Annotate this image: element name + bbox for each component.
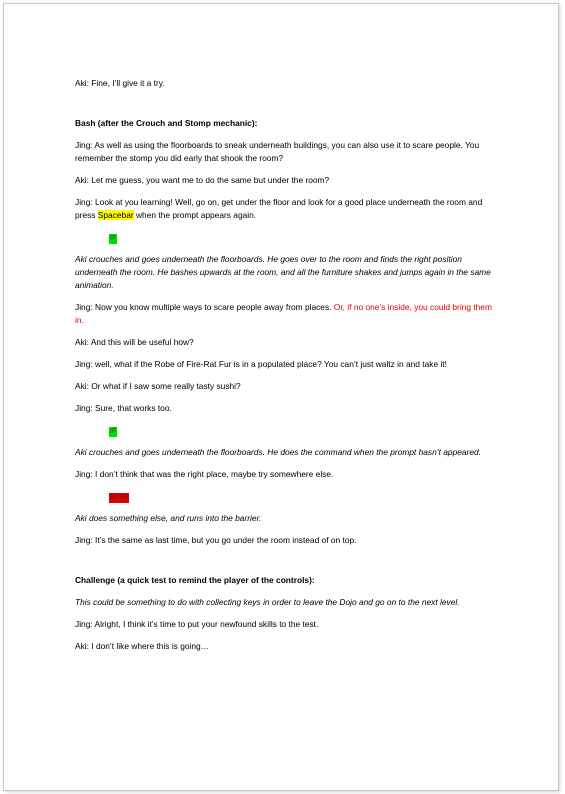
narration: Aki crouches and goes underneath the floorboards. He does the command when the prompt hasn’t appeared. [75, 447, 481, 457]
dialogue-line: Jing: As well as using the floorboards to sneak underneath buildings, you can also use it to scare people. You remember the stomp you did early that shook the room? [75, 140, 480, 163]
dialogue-line: Jing: I don’t think that was the right place, maybe try somewhere else. [75, 469, 334, 479]
dialogue-line [75, 301, 495, 327]
condition-row [75, 424, 495, 437]
dialogue-line: Jing: It’s the same as last time, but you go under the room instead of on top. [75, 535, 357, 545]
red-note: Or, if no one’s inside, you could bring them in. [75, 302, 492, 325]
dialogue-line: Aki: And this will be useful how? [75, 337, 194, 347]
section-heading-bash: Bash (after the Crouch and Stomp mechanic): [75, 118, 258, 128]
dialogue-line: Aki: Fine, I’ll give it a try. [75, 78, 165, 88]
narration: This could be something to do with collecting keys in order to leave the Dojo and go on to the next level. [75, 597, 460, 607]
dialogue-text: Jing: Look at you learning! Well, go on, get under the floor and look for a good place underneath the room and press [75, 197, 483, 220]
dialogue-line [75, 196, 495, 222]
dialogue-line: Aki: Let me guess, you want me to do the same but under the room? [75, 175, 330, 185]
narration: Aki does something else, and runs into the barrier. [75, 513, 262, 523]
if-tag: IF [110, 235, 117, 242]
dialogue-text: Jing: Now you know multiple ways to scare people away from places. [75, 302, 334, 312]
dialogue-line: Jing: Sure, that works too. [75, 403, 172, 413]
dialogue-line: Aki: Or what if I saw some really tasty sushi? [75, 381, 241, 391]
document-page [3, 3, 559, 791]
condition-row [75, 490, 495, 503]
condition-row [75, 231, 495, 244]
spacer [75, 99, 495, 117]
dialogue-text: when the prompt appears again. [133, 210, 257, 220]
dialogue-line: Jing: well, what if the Robe of Fire-Rat Fur is in a populated place? You can’t just waltz in and take it! [75, 359, 447, 369]
highlighted-key: Spacebar [97, 210, 134, 220]
dialogue-line: Jing: Alright, I think it’s time to put your newfound skills to the test. [75, 619, 319, 629]
else-tag: ELSE [110, 494, 128, 501]
dialogue-line: Aki: I don’t like where this is going… [75, 641, 210, 651]
section-heading-challenge: Challenge (a quick test to remind the player of the controls): [75, 575, 315, 585]
spacer [75, 556, 495, 574]
narration: Aki crouches and goes underneath the floorboards. He goes over to the room and finds the right position underneath the room. He bashes upwards at the room, and all the furniture shakes and jumps again in the same animation. [75, 254, 491, 290]
if-tag: IF [110, 428, 117, 435]
page-content [75, 77, 495, 662]
